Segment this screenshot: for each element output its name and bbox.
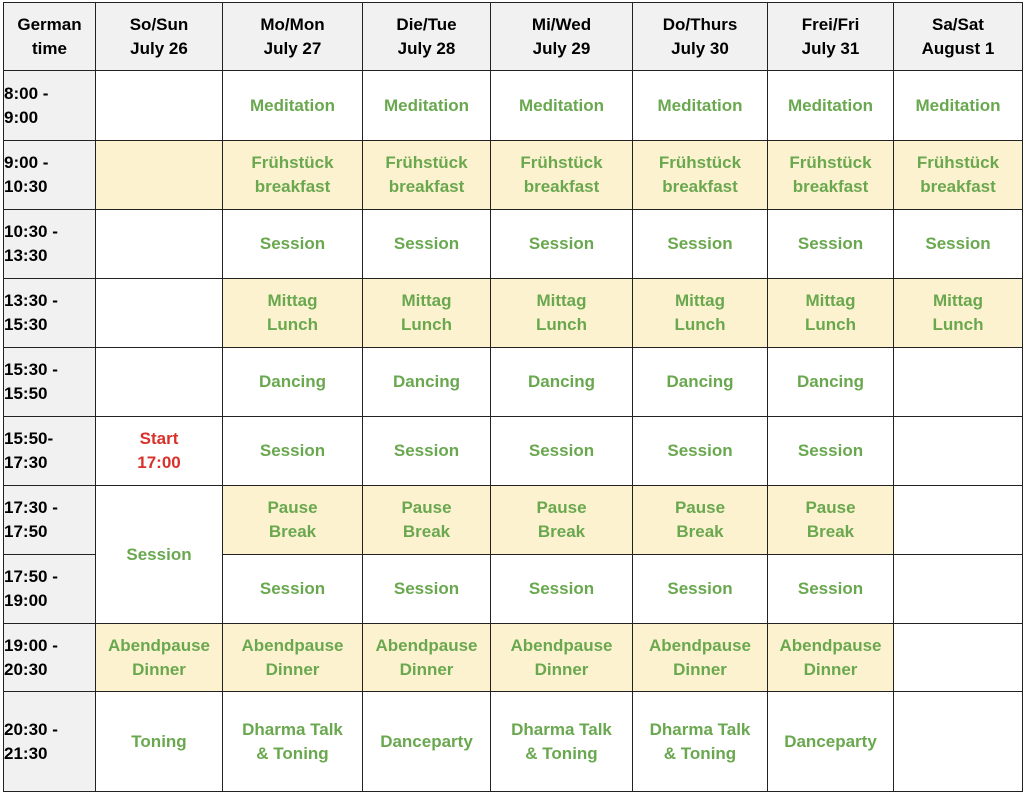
event-cell: Meditation: [894, 71, 1023, 141]
event-cell: Frühstück breakfast: [491, 141, 633, 210]
time-slot: 15:50- 17:30: [4, 417, 96, 486]
empty-cell: [96, 141, 223, 210]
time-slot: 10:30 - 13:30: [4, 210, 96, 279]
event-cell: Session: [363, 555, 491, 624]
empty-cell: [894, 348, 1023, 417]
event-cell: Frühstück breakfast: [633, 141, 768, 210]
empty-cell: [894, 417, 1023, 486]
header-tuesday: Die/Tue July 28: [363, 3, 491, 71]
event-cell: Session: [633, 555, 768, 624]
event-cell: Dharma Talk & Toning: [633, 692, 768, 792]
event-cell: Session: [223, 555, 363, 624]
empty-cell: [96, 71, 223, 141]
event-cell: Frühstück breakfast: [223, 141, 363, 210]
time-slot: 17:30 - 17:50: [4, 486, 96, 555]
event-cell: Mittag Lunch: [363, 279, 491, 348]
event-cell: Frühstück breakfast: [768, 141, 894, 210]
event-cell: Abendpause Dinner: [633, 624, 768, 692]
header-monday: Mo/Mon July 27: [223, 3, 363, 71]
event-cell: Meditation: [223, 71, 363, 141]
event-cell: Session: [894, 210, 1023, 279]
event-cell: Mittag Lunch: [768, 279, 894, 348]
table-row: [4, 417, 1023, 486]
event-cell: Toning: [96, 692, 223, 792]
event-cell: Pause Break: [633, 486, 768, 555]
event-cell: Pause Break: [363, 486, 491, 555]
event-cell: Meditation: [363, 71, 491, 141]
event-cell: Dharma Talk & Toning: [491, 692, 633, 792]
empty-cell: [894, 555, 1023, 624]
event-cell: Session: [363, 210, 491, 279]
table-row: [4, 210, 1023, 279]
empty-cell: [96, 348, 223, 417]
event-cell: Dancing: [363, 348, 491, 417]
header-saturday: Sa/Sat August 1: [894, 3, 1023, 71]
header-sunday: So/Sun July 26: [96, 3, 223, 71]
event-cell: Abendpause Dinner: [363, 624, 491, 692]
event-cell: Mittag Lunch: [223, 279, 363, 348]
table-row: [4, 71, 1023, 141]
event-cell: Session: [223, 417, 363, 486]
event-cell: Abendpause Dinner: [491, 624, 633, 692]
event-cell: Session: [633, 417, 768, 486]
empty-cell: [894, 624, 1023, 692]
time-slot: 8:00 - 9:00: [4, 71, 96, 141]
time-slot: 19:00 - 20:30: [4, 624, 96, 692]
event-cell: Frühstück breakfast: [363, 141, 491, 210]
event-cell: Session: [363, 417, 491, 486]
event-cell: Session: [491, 417, 633, 486]
table-row: [4, 348, 1023, 417]
event-cell: Danceparty: [363, 692, 491, 792]
event-cell: Danceparty: [768, 692, 894, 792]
event-cell: Dancing: [223, 348, 363, 417]
event-cell: Session: [491, 210, 633, 279]
event-cell: Pause Break: [223, 486, 363, 555]
event-cell: Mittag Lunch: [633, 279, 768, 348]
event-cell: Session: [768, 417, 894, 486]
header-thursday: Do/Thurs July 30: [633, 3, 768, 71]
event-cell: Session: [96, 486, 223, 624]
table-row: [4, 279, 1023, 348]
event-cell: Dancing: [633, 348, 768, 417]
empty-cell: [96, 279, 223, 348]
event-cell: Abendpause Dinner: [768, 624, 894, 692]
header-wednesday: Mi/Wed July 29: [491, 3, 633, 71]
event-cell: Session: [768, 210, 894, 279]
table-row: [4, 141, 1023, 210]
event-cell: Dancing: [491, 348, 633, 417]
event-cell: Meditation: [768, 71, 894, 141]
empty-cell: [894, 486, 1023, 555]
event-cell: Session: [223, 210, 363, 279]
event-cell: Mittag Lunch: [894, 279, 1023, 348]
start-cell: Start 17:00: [96, 417, 223, 486]
event-cell: Meditation: [491, 71, 633, 141]
empty-cell: [894, 692, 1023, 792]
table-row: [4, 486, 1023, 555]
time-slot: 13:30 - 15:30: [4, 279, 96, 348]
event-cell: Dharma Talk & Toning: [223, 692, 363, 792]
event-cell: Abendpause Dinner: [223, 624, 363, 692]
table-row: [4, 624, 1023, 692]
event-cell: Frühstück breakfast: [894, 141, 1023, 210]
event-cell: Dancing: [768, 348, 894, 417]
time-slot: 9:00 - 10:30: [4, 141, 96, 210]
header-row: [4, 3, 1023, 71]
event-cell: Abendpause Dinner: [96, 624, 223, 692]
event-cell: Meditation: [633, 71, 768, 141]
event-cell: Pause Break: [491, 486, 633, 555]
event-cell: Session: [633, 210, 768, 279]
event-cell: Session: [491, 555, 633, 624]
time-slot: 17:50 - 19:00: [4, 555, 96, 624]
time-slot: 20:30 - 21:30: [4, 692, 96, 792]
empty-cell: [96, 210, 223, 279]
event-cell: Session: [768, 555, 894, 624]
event-cell: Mittag Lunch: [491, 279, 633, 348]
schedule-table: [3, 2, 1023, 792]
time-slot: 15:30 - 15:50: [4, 348, 96, 417]
event-cell: Pause Break: [768, 486, 894, 555]
table-row: [4, 692, 1023, 792]
header-german-time: German time: [4, 3, 96, 71]
header-friday: Frei/Fri July 31: [768, 3, 894, 71]
